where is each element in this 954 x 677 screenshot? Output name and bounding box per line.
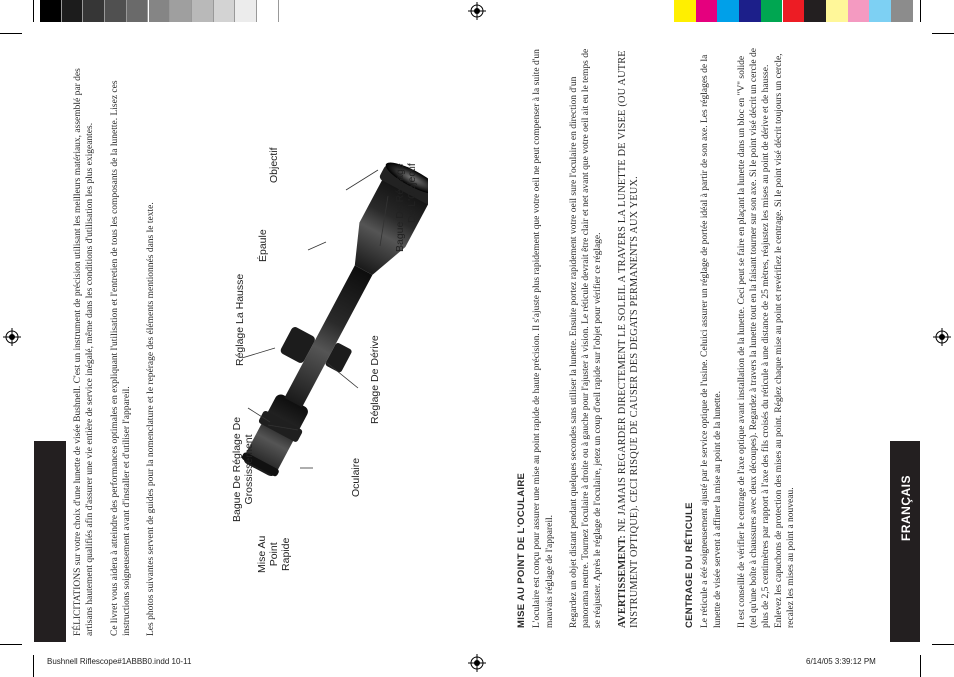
color-swatch <box>826 0 848 22</box>
warning-paragraph <box>617 48 642 628</box>
crop-mark <box>920 655 921 677</box>
label-bague-grossissement <box>231 417 255 522</box>
crop-mark <box>0 644 22 645</box>
section-eyepiece-focus <box>516 48 654 628</box>
color-swatch <box>674 0 696 22</box>
label-objectif: Objectif <box>268 147 280 183</box>
label-oculaire: Oculaire <box>350 457 362 497</box>
label-line: De L'Objectif <box>406 163 418 224</box>
intro-paragraph: Les photos suivantes servent de guides pour la nomenclature et le repérage des éléments mentionnés dans le texte. <box>146 202 157 636</box>
gray-swatch <box>83 0 105 22</box>
gray-swatch <box>257 0 279 22</box>
label-line: Bague De Réglage De <box>231 416 243 522</box>
body-paragraph: L'oculaire est conçu pour assurer une mise au point rapide de haute précision. Il s'ajuste plus rapidement que votre oeil ne peut compenser à la suite d'un mauvais réglage de l'appareil. <box>532 49 555 628</box>
gray-swatch <box>192 0 214 22</box>
crop-mark <box>0 33 22 34</box>
left-page-tab <box>34 441 66 642</box>
label-mise-au-point <box>256 536 292 573</box>
label-reglage-hausse: Réglage La Hausse <box>234 273 246 366</box>
label-line: Bague De Réglage <box>394 163 406 252</box>
label-line: Grossissement <box>243 434 255 505</box>
label-line: Mise Au <box>256 535 268 573</box>
color-swatch <box>761 0 783 22</box>
section-heading: CENTRAGE DU RÉTICULE <box>684 502 695 628</box>
warning-text: NE JAMAIS REGARDER DIRECTEMENT LE SOLEIL A TRAVERS LA LUNETTE DE VISEE (OU AUTRE INSTRUMENT OPTIQUE). CECI RISQUE DE CAUSER DES DEGATS PERMANENTS AUX YEUX. <box>616 50 641 628</box>
label-line: Point <box>268 542 280 567</box>
body-paragraph: Regardez un objet distant pendant quelques secondes sans utiliser la lunette. Ensuite portez rapidement votre oeil sure l'oculaire en direction d'un panorama neutre. Tournez l'oculaire à droite ou à gauche pour l'ajuster à vision. Le réticule devrait être clair et net avant que votre oeil ait eu le temps de se réajuster. Après le réglage de l'oculaire, jetez un coup d'oeil rapide sur l'objet pour vérifier ce réglage. <box>568 48 604 628</box>
footer-date: 6/14/05 3:39:12 PM <box>806 657 876 666</box>
gray-swatch <box>149 0 171 22</box>
color-swatch <box>717 0 739 22</box>
footer-file-info: Bushnell Riflescope#1ABBB0.indd 10-11 <box>47 657 192 666</box>
crop-mark <box>920 0 921 22</box>
gray-swatch <box>170 0 192 22</box>
crop-mark <box>33 655 34 677</box>
gray-swatch <box>40 0 62 22</box>
intro-text-block <box>72 46 169 636</box>
color-swatch <box>848 0 870 22</box>
crop-mark <box>33 0 34 22</box>
color-swatch <box>869 0 891 22</box>
gray-swatch <box>214 0 236 22</box>
intro-paragraph: FÉLICITATIONS sur votre choix d'une lunette de visée Bushnell. C'est un instrument de précision utilisant les meilleurs matériaux, assemblé par des artisans hautement qualifiés afin d'assurer une vie entière de service inégalé, même dans les conditions d'utilisation les plus exigeantes. <box>73 68 96 636</box>
gray-swatch <box>105 0 127 22</box>
label-epaule: Épaule <box>257 229 269 262</box>
crop-mark <box>932 33 954 34</box>
language-tab-label: FRANÇAIS <box>899 475 913 541</box>
registration-mark-icon <box>933 328 951 346</box>
label-reglage-derive: Réglage De Dérive <box>369 335 381 424</box>
crop-mark <box>932 644 954 645</box>
warning-label: AVERTISSEMENT: <box>616 534 628 628</box>
label-bague-objectif <box>394 163 418 252</box>
label-line: Rapide <box>280 537 292 571</box>
registration-mark-icon <box>468 2 486 20</box>
body-paragraph: Il est conseillé de vérifier le centrage de l'axe optique avant installation de la lunette. Ceci peut se faire en plaçant la lunette dans un bloc en "V" solide (tel qu'une boîte à chaussures avec deux découpes). Regardez à travers la lunette tout en la faisant tourner sur son axe. Si le point visé décrit un cercle de plus de 2,5 centimètres par rapport à l'axe des fils croisés du réticule à une distance de 25 mètres, réajustez les mises au point de dérive et de hausse. Enlevez les capuchons de protection des mises au point. Réglez chaque mise au point et revérifiez le centrage. Si le point visé décrit toujours un cercle, recalez les mises au point a nouveau. <box>736 48 797 628</box>
color-swatch <box>804 0 826 22</box>
section-heading: MISE AU POINT DE L'OCULAIRE <box>516 472 527 628</box>
language-tab <box>890 441 920 642</box>
gray-swatch <box>127 0 149 22</box>
registration-mark-icon <box>3 328 21 346</box>
color-swatch <box>696 0 718 22</box>
gray-swatch <box>62 0 84 22</box>
registration-mark-icon <box>468 654 486 672</box>
gray-swatch <box>235 0 257 22</box>
body-paragraph: Le réticule a été soigneusement ajusté par le service optique de l'usine. Celuici assurer un réglage de portée idéal à partir de son axe. Les réglages de la lunette de visée servent à affiner la mise au point de la lunette. <box>700 54 723 628</box>
intro-paragraph: Ce livret vous aidera à atteindre des performances optimales en expliquant l'utilisation et l'entretien de tous les composants de la lunette. Lisez ces instructions soigneusement avant d'installer et d'utiliser l'appareil. <box>109 80 132 636</box>
color-swatch <box>783 0 805 22</box>
section-reticle-centering <box>684 48 809 628</box>
color-swatch <box>739 0 761 22</box>
color-swatch <box>891 0 913 22</box>
